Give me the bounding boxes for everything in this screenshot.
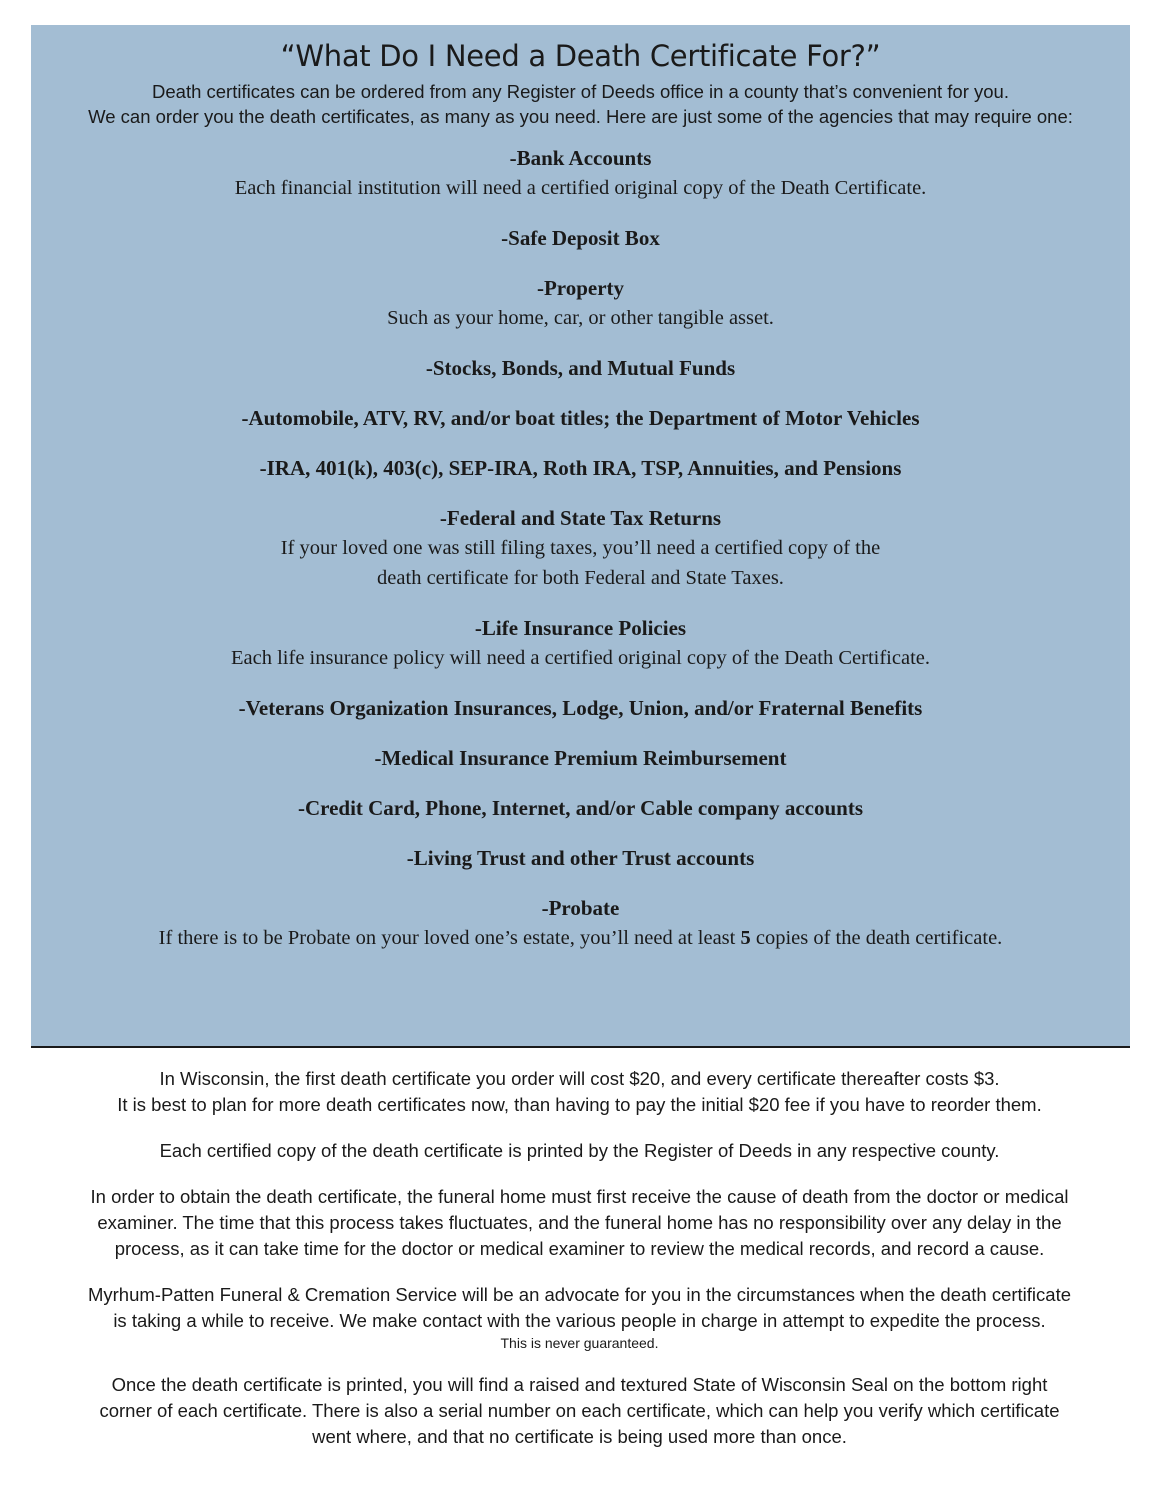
agencies-panel — [31, 25, 1130, 1048]
agency-item — [31, 223, 1130, 253]
agency-description: Each financial institution will need a certified original copy of the Death Certificate. — [234, 177, 927, 199]
agency-heading: -Safe Deposit Box — [501, 226, 660, 250]
agency-item — [31, 453, 1130, 483]
agency-item — [31, 143, 1130, 203]
text-line: Myrhum-Patten Funeral & Cremation Service will be an advocate for you in the circumstances when the death certificate — [87, 1284, 1072, 1305]
cause-paragraph — [0, 1184, 1159, 1262]
agency-heading: -Federal and State Tax Returns — [439, 506, 722, 530]
agency-item — [31, 613, 1130, 673]
agency-item — [31, 843, 1130, 873]
intro-line: Death certificates can be ordered from any Register of Deeds office in a county that’s convenient for you. — [152, 81, 1009, 102]
agency-description: If your loved one was still filing taxes, you’ll need a certified copy of the — [280, 537, 881, 559]
text-line: Once the death certificate is printed, you will find a raised and textured State of Wisconsin Seal on the bottom right — [111, 1374, 1048, 1395]
text-line: Each certified copy of the death certificate is printed by the Register of Deeds in any respective county. — [159, 1140, 1000, 1161]
footer-notes — [0, 1066, 1159, 1470]
agency-item — [31, 403, 1130, 433]
agency-item — [31, 693, 1130, 723]
agency-heading: -Living Trust and other Trust accounts — [406, 846, 755, 870]
probate-text-before: If there is to be Probate on your loved one’s estate, you’ll need at least — [158, 927, 741, 949]
agency-item — [31, 273, 1130, 333]
text-line: is taking a while to receive. We make contact with the various people in charge in attempt to expedite the process. — [113, 1310, 1046, 1331]
agency-heading: -Stocks, Bonds, and Mutual Funds — [425, 356, 736, 380]
agency-description: death certificate for both Federal and State Taxes. — [377, 567, 784, 589]
agency-heading: -Medical Insurance Premium Reimbursement — [374, 746, 787, 770]
agency-item — [31, 353, 1130, 383]
probate-text-after: copies of the death certificate. — [750, 927, 1003, 949]
agency-heading: -IRA, 401(k), 403(c), SEP-IRA, Roth IRA, TSP, Annuities, and Pensions — [259, 456, 902, 480]
text-line: In order to obtain the death certificate, the funeral home must first receive the cause of death from the doctor or medical — [90, 1186, 1069, 1207]
agency-heading: -Property — [536, 276, 625, 300]
text-line: process, as it can take time for the doctor or medical examiner to review the medical records, and record a cause. — [114, 1238, 1045, 1259]
agency-heading: -Veterans Organization Insurances, Lodge, Union, and/or Fraternal Benefits — [238, 696, 923, 720]
agency-description: Each life insurance policy will need a certified original copy of the Death Certificate. — [231, 647, 930, 669]
text-line: corner of each certificate. There is also a serial number on each certificate, which can help you verify which certificate — [99, 1400, 1060, 1421]
agency-heading: -Probate — [541, 896, 620, 920]
probate-description — [31, 923, 1130, 953]
text-line: examiner. The time that this process takes fluctuates, and the funeral home has no responsibility over any delay in the — [97, 1212, 1062, 1233]
seal-paragraph — [0, 1372, 1159, 1450]
text-line: In Wisconsin, the first death certificate you order will cost $20, and every certificate thereafter costs $3. — [159, 1068, 1000, 1089]
agency-list — [31, 143, 1130, 953]
probate-copy-count: 5 — [740, 927, 751, 949]
agency-heading: -Credit Card, Phone, Internet, and/or Cable company accounts — [297, 796, 864, 820]
agency-heading: -Automobile, ATV, RV, and/or boat titles; the Department of Motor Vehicles — [241, 406, 920, 430]
guarantee-note: This is never guaranteed. — [500, 1335, 659, 1351]
agency-item — [31, 893, 1130, 953]
agency-item — [31, 793, 1130, 823]
advocate-paragraph — [0, 1282, 1159, 1352]
agency-item — [31, 503, 1130, 593]
text-line: It is best to plan for more death certificates now, than having to pay the initial $20 fee if you have to reorder them. — [117, 1094, 1042, 1115]
text-line: went where, and that no certificate is being used more than once. — [312, 1426, 847, 1447]
agency-heading: -Bank Accounts — [509, 146, 652, 170]
agency-description: Such as your home, car, or other tangible asset. — [387, 307, 774, 329]
intro-line: We can order you the death certificates, as many as you need. Here are just some of the agencies that may require one: — [88, 106, 1073, 127]
cost-paragraph — [0, 1066, 1159, 1118]
page-title: “What Do I Need a Death Certificate For?” — [280, 39, 881, 73]
agency-heading: -Life Insurance Policies — [474, 616, 687, 640]
agency-item — [31, 743, 1130, 773]
intro-text — [31, 79, 1130, 129]
printed-paragraph — [0, 1138, 1159, 1164]
